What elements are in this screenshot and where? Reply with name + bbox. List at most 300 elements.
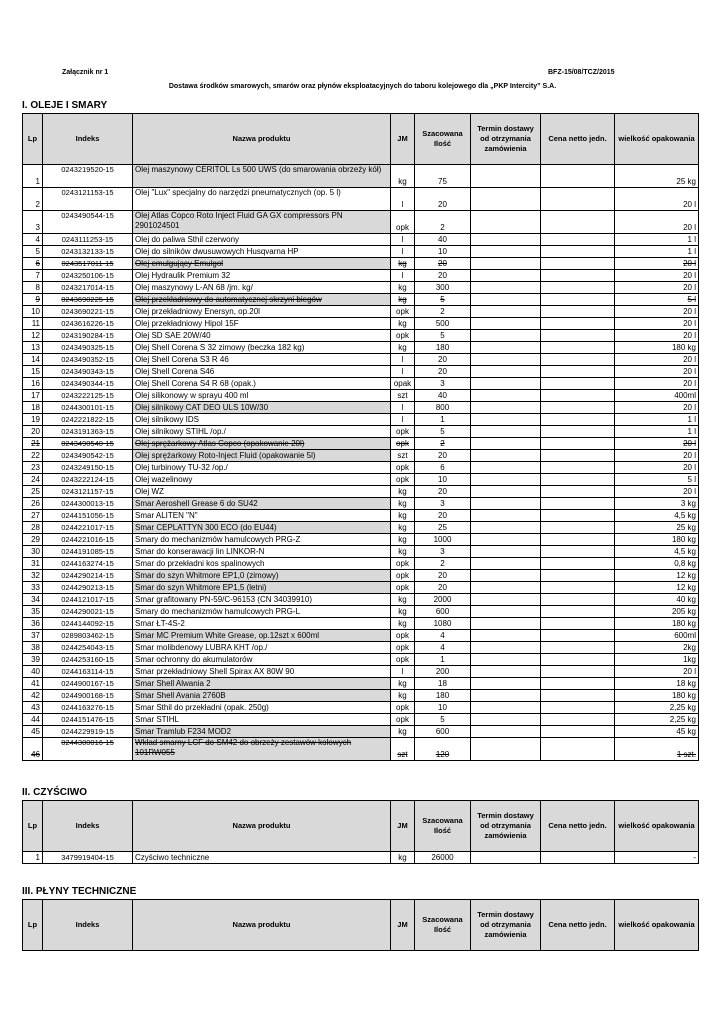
col-product-name-cell: Czyściwo techniczne: [133, 852, 391, 864]
col-delivery-term-cell: [471, 570, 541, 582]
col-unit-cell: opk: [391, 630, 415, 642]
col-unit-price-cell: [541, 234, 615, 246]
col-lp-cell: 10: [23, 306, 43, 318]
col-package-size-cell: 25 kg: [615, 522, 699, 534]
col-unit-cell: opk: [391, 570, 415, 582]
col-delivery-term-cell: [471, 474, 541, 486]
col-delivery-term-cell: [471, 606, 541, 618]
col-product-name-cell: Smar przekładniowy Shell Spirax AX 80W 90: [133, 666, 391, 678]
col-lp-cell: 44: [23, 714, 43, 726]
col-delivery-term-cell: [471, 282, 541, 294]
col-package-size-cell: 12 kg: [615, 582, 699, 594]
col-delivery-term-cell: [471, 390, 541, 402]
col-delivery-term-cell: [471, 618, 541, 630]
col-lp-cell: 19: [23, 414, 43, 426]
table-row: [23, 450, 699, 462]
table-row: [23, 474, 699, 486]
col-lp-cell: 38: [23, 642, 43, 654]
section-title-oils: I. OLEJE I SMARY: [22, 100, 108, 111]
col-product-name-cell: Olej sprężarkowy Atlas Copco (opakowanie 20l): [133, 438, 391, 450]
col-lp-cell: 16: [23, 378, 43, 390]
col-product-name-cell: Olej WZ: [133, 486, 391, 498]
col-lp-cell: 41: [23, 678, 43, 690]
table-row: [23, 486, 699, 498]
col-product-name-cell: Olej emulgujący Emulgol: [133, 258, 391, 270]
col-lp-cell: 35: [23, 606, 43, 618]
col-delivery-term-cell: [471, 498, 541, 510]
col-quantity-cell: 10: [415, 702, 471, 714]
col-index-cell: 0243490544-15: [43, 211, 133, 234]
col-index-cell: 0243121153-15: [43, 188, 133, 211]
col-quantity-cell: 500: [415, 318, 471, 330]
col-lp-cell: 13: [23, 342, 43, 354]
col-index-cell: 0243249150-15: [43, 462, 133, 474]
col-quantity-cell: 25: [415, 522, 471, 534]
col-unit-cell: opk: [391, 714, 415, 726]
col-delivery-term-cell: [471, 258, 541, 270]
col-package-size-cell: 25 kg: [615, 165, 699, 188]
col-unit-price-cell: [541, 630, 615, 642]
col-unit-price-cell: [541, 666, 615, 678]
col-quantity-cell: 20: [415, 486, 471, 498]
col-lp-header: Lp: [23, 114, 43, 165]
col-package-size-cell: 5 l: [615, 294, 699, 306]
col-unit-cell: l: [391, 246, 415, 258]
col-quantity-cell: 5: [415, 330, 471, 342]
col-delivery-term-cell: [471, 246, 541, 258]
col-lp-cell: 3: [23, 211, 43, 234]
table-row: [23, 546, 699, 558]
col-index-cell: 0243191363-15: [43, 426, 133, 438]
col-lp-cell: 9: [23, 294, 43, 306]
col-index-cell: 0242221822-15: [43, 414, 133, 426]
col-product-name-cell: Olej "Lux" specjalny do narzędzi pneumatycznych (op. 5 l): [133, 188, 391, 211]
col-quantity-cell: 40: [415, 234, 471, 246]
col-unit-cell: kg: [391, 852, 415, 864]
col-unit-price-cell: [541, 852, 615, 864]
col-quantity-cell: 1080: [415, 618, 471, 630]
col-unit-cell: kg: [391, 594, 415, 606]
col-delivery-term-cell: [471, 414, 541, 426]
col-unit-price-cell: [541, 642, 615, 654]
col-index-cell: 0243121157-15: [43, 486, 133, 498]
col-delivery-term-cell: [471, 438, 541, 450]
col-unit-cell: opk: [391, 582, 415, 594]
col-unit-cell: opk: [391, 558, 415, 570]
col-lp-cell: 26: [23, 498, 43, 510]
col-product-name-cell: Smar grafitowany PN-59/C-96153 (CN 34039910): [133, 594, 391, 606]
col-package-size-cell: 20 l: [615, 306, 699, 318]
col-quantity-cell: 20: [415, 510, 471, 522]
col-quantity-cell: 600: [415, 606, 471, 618]
col-unit-price-header: Cena netto jedn.: [541, 114, 615, 165]
col-lp-cell: 42: [23, 690, 43, 702]
table-row: [23, 330, 699, 342]
table-row: [23, 558, 699, 570]
col-delivery-term-cell: [471, 294, 541, 306]
col-delivery-term-cell: [471, 450, 541, 462]
col-quantity-cell: 2000: [415, 594, 471, 606]
col-quantity-cell: 3: [415, 546, 471, 558]
col-package-size-cell: 20 l: [615, 282, 699, 294]
col-package-size-cell: 1 l: [615, 426, 699, 438]
col-index-cell: 0244290213-15: [43, 582, 133, 594]
table-row: [23, 498, 699, 510]
col-unit-price-cell: [541, 450, 615, 462]
col-index-cell: 0243616226-15: [43, 318, 133, 330]
col-unit-cell: kg: [391, 294, 415, 306]
col-unit-cell: kg: [391, 165, 415, 188]
col-lp-cell: 40: [23, 666, 43, 678]
col-quantity-header: Szacowana Ilość: [415, 114, 471, 165]
col-package-size-cell: 1 szt.: [615, 738, 699, 761]
col-quantity-cell: 1: [415, 414, 471, 426]
col-product-name-cell: Smar do szyn Whitmore EP1,5 (letni): [133, 582, 391, 594]
col-unit-cell: opk: [391, 330, 415, 342]
col-product-name-cell: Smar Sthil do przekładni (opak. 250g): [133, 702, 391, 714]
col-product-name-cell: Olej przekładniowy Hipol 15F: [133, 318, 391, 330]
col-unit-cell: l: [391, 188, 415, 211]
oils-table: [22, 113, 699, 761]
col-lp-cell: 17: [23, 390, 43, 402]
col-delivery-term-cell: [471, 378, 541, 390]
col-delivery-term-cell: [471, 534, 541, 546]
col-unit-cell: kg: [391, 258, 415, 270]
col-product-name-cell: Olej wazelinowy: [133, 474, 391, 486]
col-delivery-term-cell: [471, 546, 541, 558]
col-package-size-cell: 180 kg: [615, 342, 699, 354]
col-unit-price-cell: [541, 582, 615, 594]
col-quantity-cell: 4: [415, 630, 471, 642]
col-product-name-cell: Smar STIHL: [133, 714, 391, 726]
col-lp-cell: 1: [23, 852, 43, 864]
table-row: [23, 738, 699, 761]
col-unit-price-cell: [541, 282, 615, 294]
col-quantity-cell: 2: [415, 211, 471, 234]
table-row: [23, 318, 699, 330]
col-product-name-header: Nazwa produktu: [133, 114, 391, 165]
col-lp-header: Lp: [23, 801, 43, 852]
col-lp-cell: 15: [23, 366, 43, 378]
col-unit-cell: opk: [391, 474, 415, 486]
col-unit-cell: opk: [391, 462, 415, 474]
col-package-size-cell: 20 l: [615, 378, 699, 390]
col-index-cell: 0244229919-15: [43, 726, 133, 738]
col-delivery-term-cell: [471, 354, 541, 366]
col-product-name-cell: Smar ALITEN "N": [133, 510, 391, 522]
col-unit-price-cell: [541, 690, 615, 702]
col-quantity-cell: 200: [415, 666, 471, 678]
table-row: [23, 188, 699, 211]
col-unit-price-cell: [541, 165, 615, 188]
col-delivery-term-cell: [471, 594, 541, 606]
col-unit-cell: l: [391, 234, 415, 246]
col-package-size-header: wielkość opakowania: [615, 114, 699, 165]
col-lp-header: Lp: [23, 900, 43, 951]
col-product-name-cell: Olej Shell Corena S3 R 46: [133, 354, 391, 366]
col-delivery-term-header: Termin dostawy od otrzymania zamówienia: [471, 114, 541, 165]
col-unit-price-cell: [541, 594, 615, 606]
table-row: [23, 714, 699, 726]
col-lp-cell: 45: [23, 726, 43, 738]
col-unit-price-cell: [541, 498, 615, 510]
col-quantity-cell: 1000: [415, 534, 471, 546]
col-package-size-cell: 45 kg: [615, 726, 699, 738]
col-delivery-term-cell: [471, 402, 541, 414]
col-delivery-term-cell: [471, 726, 541, 738]
col-package-size-cell: 1 l: [615, 414, 699, 426]
table-row: [23, 582, 699, 594]
col-index-cell: 0243219520-15: [43, 165, 133, 188]
col-product-name-cell: Olej silnikowy IDS: [133, 414, 391, 426]
col-unit-cell: kg: [391, 522, 415, 534]
col-lp-cell: 33: [23, 582, 43, 594]
col-unit-price-cell: [541, 378, 615, 390]
col-unit-cell: l: [391, 366, 415, 378]
col-delivery-term-cell: [471, 330, 541, 342]
col-product-name-cell: Olej Shell Corena S46: [133, 366, 391, 378]
col-quantity-cell: 2: [415, 306, 471, 318]
col-package-size-cell: 1 l: [615, 246, 699, 258]
col-package-size-cell: 20 l: [615, 211, 699, 234]
col-product-name-cell: Olej przekładniowy Enersyn, op.20l: [133, 306, 391, 318]
col-package-size-cell: 20 l: [615, 330, 699, 342]
col-unit-cell: l: [391, 354, 415, 366]
col-lp-cell: 11: [23, 318, 43, 330]
col-product-name-cell: Smar CEPLATTYN 300 ECO (do EU44): [133, 522, 391, 534]
col-delivery-term-cell: [471, 678, 541, 690]
col-delivery-term-cell: [471, 510, 541, 522]
col-unit-price-cell: [541, 714, 615, 726]
col-lp-cell: 22: [23, 450, 43, 462]
col-index-cell: 0243250106-15: [43, 270, 133, 282]
col-product-name-cell: Smar do szyn Whitmore EP1,0 (zimowy): [133, 570, 391, 582]
col-package-size-cell: 18 kg: [615, 678, 699, 690]
table-row: [23, 630, 699, 642]
col-product-name-cell: Smar ŁT-4S-2: [133, 618, 391, 630]
col-unit-cell: kg: [391, 546, 415, 558]
col-quantity-cell: 5: [415, 714, 471, 726]
col-quantity-cell: 20: [415, 270, 471, 282]
col-unit-price-cell: [541, 606, 615, 618]
table-row: [23, 294, 699, 306]
col-package-size-cell: 2,25 kg: [615, 702, 699, 714]
col-quantity-cell: 600: [415, 726, 471, 738]
col-quantity-cell: 2: [415, 438, 471, 450]
col-quantity-cell: 3: [415, 498, 471, 510]
col-package-size-cell: 180 kg: [615, 534, 699, 546]
col-quantity-cell: 800: [415, 402, 471, 414]
col-unit-price-cell: [541, 294, 615, 306]
col-unit-price-cell: [541, 366, 615, 378]
col-index-cell: 0243190284-15: [43, 330, 133, 342]
col-product-name-cell: Smar Aeroshell Grease 6 do SU42: [133, 498, 391, 510]
table-row: [23, 165, 699, 188]
col-unit-price-cell: [541, 522, 615, 534]
table-row: [23, 366, 699, 378]
col-delivery-term-cell: [471, 558, 541, 570]
col-unit-price-cell: [541, 510, 615, 522]
col-package-size-cell: 20 l: [615, 402, 699, 414]
col-delivery-term-cell: [471, 582, 541, 594]
col-delivery-term-cell: [471, 211, 541, 234]
col-delivery-term-cell: [471, 522, 541, 534]
col-index-header: Indeks: [43, 900, 133, 951]
table-row: [23, 510, 699, 522]
col-delivery-term-cell: [471, 702, 541, 714]
col-lp-cell: 29: [23, 534, 43, 546]
col-delivery-term-cell: [471, 690, 541, 702]
col-product-name-cell: Olej silnikowy STIHL /op./: [133, 426, 391, 438]
col-index-cell: 0243490352-15: [43, 354, 133, 366]
col-package-size-cell: 1kg: [615, 654, 699, 666]
col-index-cell: 0243217014-15: [43, 282, 133, 294]
col-unit-price-cell: [541, 211, 615, 234]
col-index-cell: 0244163114-15: [43, 666, 133, 678]
col-unit-cell: kg: [391, 498, 415, 510]
col-index-cell: 0243690221-15: [43, 306, 133, 318]
col-product-name-cell: Olej przekładniowy do automatycznej skrzyni biegów: [133, 294, 391, 306]
col-product-name-cell: Smar Shell Avania 2760B: [133, 690, 391, 702]
col-unit-price-cell: [541, 414, 615, 426]
col-index-cell: 0244290214-15: [43, 570, 133, 582]
col-unit-price-header: Cena netto jedn.: [541, 801, 615, 852]
col-quantity-cell: 20: [415, 354, 471, 366]
col-package-size-cell: 180 kg: [615, 618, 699, 630]
col-unit-cell: kg: [391, 726, 415, 738]
col-index-cell: 0244163274-15: [43, 558, 133, 570]
col-product-name-cell: Smar Tramlub F234 MOD2: [133, 726, 391, 738]
col-package-size-cell: -: [615, 852, 699, 864]
col-unit-price-cell: [541, 570, 615, 582]
col-unit-price-cell: [541, 678, 615, 690]
table-row: [23, 678, 699, 690]
col-quantity-cell: 20: [415, 366, 471, 378]
col-lp-cell: 32: [23, 570, 43, 582]
col-unit-cell: kg: [391, 678, 415, 690]
col-index-cell: 0244144092-15: [43, 618, 133, 630]
col-index-cell: 0244300013-15: [43, 498, 133, 510]
col-index-header: Indeks: [43, 801, 133, 852]
col-unit-price-cell: [541, 354, 615, 366]
table-row: [23, 522, 699, 534]
col-unit-price-cell: [541, 246, 615, 258]
col-product-name-cell: Smar MC Premium White Grease, op.12szt x 600ml: [133, 630, 391, 642]
table-row: [23, 402, 699, 414]
col-unit-cell: szt: [391, 450, 415, 462]
col-quantity-cell: 300: [415, 282, 471, 294]
col-package-size-cell: 5 l: [615, 474, 699, 486]
table-row: [23, 438, 699, 450]
col-index-cell: 0244221017-15: [43, 522, 133, 534]
col-lp-cell: 21: [23, 438, 43, 450]
col-quantity-cell: 20: [415, 570, 471, 582]
col-delivery-term-cell: [471, 306, 541, 318]
col-unit-price-cell: [541, 654, 615, 666]
table-row: [23, 270, 699, 282]
col-unit-price-cell: [541, 270, 615, 282]
col-unit-cell: opk: [391, 211, 415, 234]
col-unit-cell: kg: [391, 690, 415, 702]
col-product-name-cell: Olej do paliwa Sthil czerwony: [133, 234, 391, 246]
col-index-cell: 0244253160-15: [43, 654, 133, 666]
col-unit-cell: kg: [391, 342, 415, 354]
table-row: [23, 726, 699, 738]
col-index-cell: 0244151476-15: [43, 714, 133, 726]
col-quantity-cell: 180: [415, 690, 471, 702]
col-lp-cell: 36: [23, 618, 43, 630]
col-unit-cell: l: [391, 402, 415, 414]
col-delivery-term-cell: [471, 342, 541, 354]
section-title-technical-fluids: III. PŁYNY TECHNICZNE: [22, 886, 137, 897]
col-package-size-cell: 2,25 kg: [615, 714, 699, 726]
col-delivery-term-cell: [471, 426, 541, 438]
table-row: [23, 594, 699, 606]
col-quantity-header: Szacowana Ilość: [415, 900, 471, 951]
col-unit-cell: szt: [391, 390, 415, 402]
col-quantity-cell: 40: [415, 390, 471, 402]
col-index-cell: 0243517011-15: [43, 258, 133, 270]
col-product-name-header: Nazwa produktu: [133, 801, 391, 852]
col-lp-cell: 12: [23, 330, 43, 342]
col-index-cell: 0243490540-15: [43, 438, 133, 450]
col-product-name-cell: Olej sprężarkowy Roto-Inject Fluid (opakowanie 5l): [133, 450, 391, 462]
col-unit-cell: kg: [391, 618, 415, 630]
col-package-size-cell: 20 l: [615, 486, 699, 498]
col-unit-price-cell: [541, 474, 615, 486]
table-row: [23, 642, 699, 654]
col-unit-cell: opak: [391, 378, 415, 390]
col-index-cell: 0243222125-15: [43, 390, 133, 402]
col-index-cell: 0244900168-15: [43, 690, 133, 702]
col-unit-cell: opk: [391, 642, 415, 654]
col-unit-cell: opk: [391, 702, 415, 714]
col-product-name-cell: Smar ochronny do akumulatorów: [133, 654, 391, 666]
col-index-cell: 0244221016-15: [43, 534, 133, 546]
table-row: [23, 211, 699, 234]
col-package-size-cell: 4,5 kg: [615, 510, 699, 522]
col-quantity-header: Szacowana Ilość: [415, 801, 471, 852]
table-row: [23, 690, 699, 702]
col-delivery-term-cell: [471, 630, 541, 642]
table-row: [23, 462, 699, 474]
col-package-size-cell: 4,5 kg: [615, 546, 699, 558]
col-product-name-cell: Olej silnikowy CAT DEO ULS 10W/30: [133, 402, 391, 414]
col-delivery-term-cell: [471, 714, 541, 726]
col-product-name-cell: Smar do konserawacji lin LINKOR-N: [133, 546, 391, 558]
col-index-cell: 0243222124-15: [43, 474, 133, 486]
col-product-name-cell: Olej maszynowy CERITOL Ls 500 UWS (do smarowania obrzeży kół): [133, 165, 391, 188]
col-product-name-cell: Olej SD SAE 20W/40: [133, 330, 391, 342]
table-header-row: [23, 114, 699, 165]
attachment-label: Załącznik nr 1: [62, 69, 109, 76]
table-row: [23, 570, 699, 582]
col-lp-cell: 5: [23, 246, 43, 258]
col-lp-cell: 34: [23, 594, 43, 606]
col-lp-cell: 8: [23, 282, 43, 294]
col-product-name-cell: Olej silikonowy w sprayu 400 ml: [133, 390, 391, 402]
table-row: [23, 354, 699, 366]
col-index-cell: 0243690225-15: [43, 294, 133, 306]
col-index-cell: 0289803462-15: [43, 630, 133, 642]
col-quantity-cell: 120: [415, 738, 471, 761]
col-quantity-cell: 180: [415, 342, 471, 354]
col-unit-cell: l: [391, 666, 415, 678]
col-delivery-term-cell: [471, 188, 541, 211]
table-row: [23, 390, 699, 402]
col-package-size-cell: 20 l: [615, 366, 699, 378]
col-quantity-cell: 10: [415, 246, 471, 258]
